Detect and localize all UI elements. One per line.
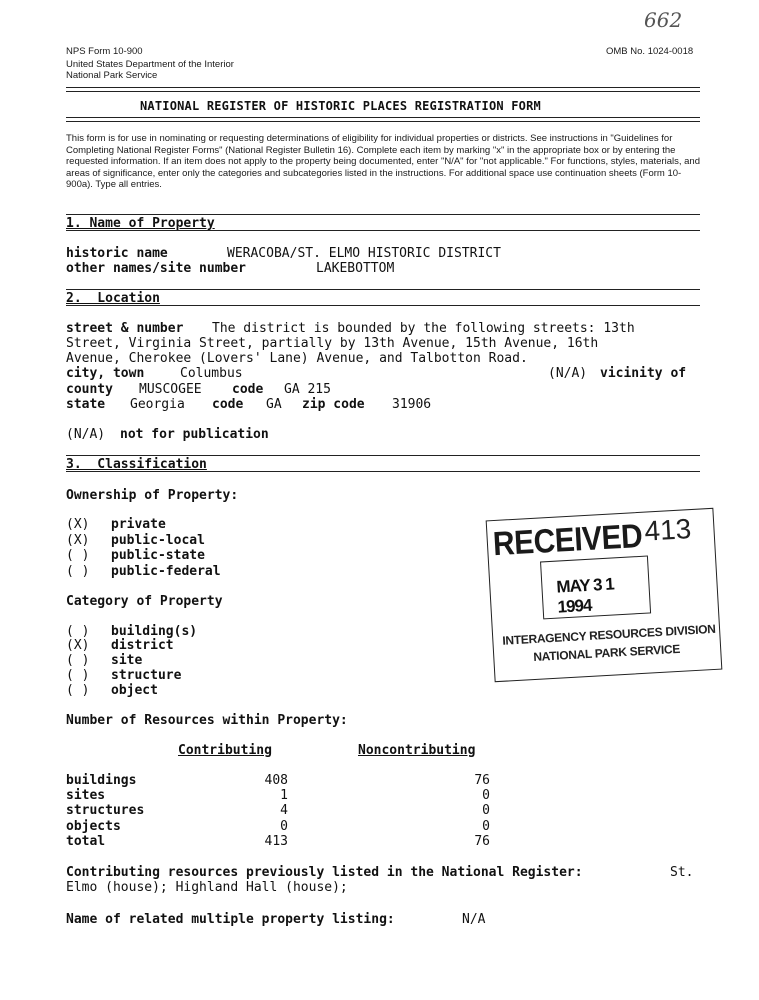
handwritten-annotation: 662 bbox=[644, 8, 683, 32]
ownership-mark: (X) bbox=[66, 517, 90, 532]
stamp-date: MAY 3 1 1994 bbox=[555, 574, 615, 617]
stamp-agency: NATIONAL PARK SERVICE bbox=[532, 641, 681, 665]
category-heading: Category of Property bbox=[66, 594, 223, 609]
section2-rule-top bbox=[66, 289, 700, 290]
section2-heading: 2. Location bbox=[66, 291, 160, 306]
multiple-property-value: N/A bbox=[462, 912, 486, 927]
section2-rule-bottom bbox=[66, 305, 700, 306]
street-value-line3: Avenue, Cherokee (Lovers' Lane) Avenue, and Talbotton Road. bbox=[66, 351, 528, 366]
agency-line: National Park Service bbox=[66, 70, 158, 81]
ownership-mark: (X) bbox=[66, 533, 90, 548]
street-value-line2: Street, Virginia Street, partially by 13th Avenue, 15th Avenue, 16th bbox=[66, 336, 599, 351]
previously-listed-value-2: Elmo (house); Highland Hall (house); bbox=[66, 880, 348, 895]
stamp-number: 413 bbox=[643, 513, 693, 547]
zip-value: 31906 bbox=[392, 397, 432, 412]
resource-noncontributing: 0 bbox=[482, 788, 490, 803]
resource-contributing: 0 bbox=[280, 819, 288, 834]
contributing-column-header: Contributing bbox=[178, 743, 272, 758]
noncontributing-column-header: Noncontributing bbox=[358, 743, 476, 758]
resource-noncontributing: 0 bbox=[482, 819, 490, 834]
zip-label: zip code bbox=[302, 397, 365, 412]
stamp-title: RECEIVED bbox=[491, 517, 644, 564]
resource-contributing: 413 bbox=[264, 834, 288, 849]
category-mark: (X) bbox=[66, 638, 90, 653]
ownership-mark: ( ) bbox=[66, 564, 90, 579]
county-code-value: GA 215 bbox=[284, 382, 331, 397]
vicinity-mark: (N/A) bbox=[548, 366, 588, 381]
resource-contributing: 408 bbox=[264, 773, 288, 788]
resource-label: total bbox=[66, 834, 106, 849]
ownership-mark: ( ) bbox=[66, 548, 90, 563]
ownership-label: private bbox=[111, 517, 166, 532]
multiple-property-label: Name of related multiple property listing: bbox=[66, 912, 395, 927]
state-label: state bbox=[66, 397, 106, 412]
state-value: Georgia bbox=[130, 397, 185, 412]
other-names-value: LAKEBOTTOM bbox=[316, 261, 395, 276]
form-title: NATIONAL REGISTER OF HISTORIC PLACES REGISTRATION FORM bbox=[140, 99, 541, 113]
street-value-line1: The district is bounded by the following streets: 13th bbox=[212, 321, 635, 336]
not-for-publication-mark: (N/A) bbox=[66, 427, 106, 442]
not-for-publication-label: not for publication bbox=[120, 427, 269, 442]
resource-noncontributing: 0 bbox=[482, 803, 490, 818]
section1-rule-bottom bbox=[66, 230, 700, 231]
resource-label: structures bbox=[66, 803, 145, 818]
other-names-label: other names/site number bbox=[66, 261, 247, 276]
category-mark: ( ) bbox=[66, 683, 90, 698]
ownership-label: public-local bbox=[111, 533, 205, 548]
header-rule-bottom bbox=[66, 117, 700, 122]
county-value: MUSCOGEE bbox=[139, 382, 202, 397]
section1-heading: 1. Name of Property bbox=[66, 216, 215, 231]
vicinity-label: vicinity of bbox=[600, 366, 687, 381]
state-code-label: code bbox=[212, 397, 244, 412]
resource-label: buildings bbox=[66, 773, 137, 788]
category-mark: ( ) bbox=[66, 624, 90, 639]
resource-contributing: 1 bbox=[280, 788, 288, 803]
city-label: city, town bbox=[66, 366, 145, 381]
category-label: site bbox=[111, 653, 143, 668]
category-label: building(s) bbox=[111, 624, 198, 639]
historic-name-label: historic name bbox=[66, 246, 168, 261]
ownership-label: public-federal bbox=[111, 564, 221, 579]
city-value: Columbus bbox=[180, 366, 243, 381]
category-mark: ( ) bbox=[66, 668, 90, 683]
resources-heading: Number of Resources within Property: bbox=[66, 713, 348, 728]
resource-label: sites bbox=[66, 788, 106, 803]
county-label: county bbox=[66, 382, 113, 397]
resource-label: objects bbox=[66, 819, 121, 834]
category-label: district bbox=[111, 638, 174, 653]
stamp-division: INTERAGENCY RESOURCES DIVISION bbox=[502, 621, 716, 648]
ownership-label: public-state bbox=[111, 548, 205, 563]
historic-name-value: WERACOBA/ST. ELMO HISTORIC DISTRICT bbox=[227, 246, 501, 261]
received-stamp bbox=[486, 508, 723, 682]
department-line: United States Department of the Interior bbox=[66, 59, 234, 70]
section3-rule-bottom bbox=[66, 471, 700, 472]
category-label: structure bbox=[111, 668, 182, 683]
stamp-date-box bbox=[540, 555, 651, 619]
street-label: street & number bbox=[66, 321, 184, 336]
resource-noncontributing: 76 bbox=[474, 773, 490, 788]
category-label: object bbox=[111, 683, 158, 698]
section1-rule-top bbox=[66, 214, 700, 215]
county-code-label: code bbox=[232, 382, 264, 397]
ownership-heading: Ownership of Property: bbox=[66, 488, 239, 503]
section3-heading: 3. Classification bbox=[66, 457, 207, 472]
header-rule-top bbox=[66, 87, 700, 92]
resource-contributing: 4 bbox=[280, 803, 288, 818]
category-mark: ( ) bbox=[66, 653, 90, 668]
instructions-paragraph: This form is for use in nominating or requesting determinations of eligibility for individual properties or districts. See instructions in "Guidelines for Completing National Register Forms" (National Register Bulletin 16). Complete each item by marking "x" in the appropriate box or by entering the requested information. If an item does not apply to the property being documented, enter "N/A" for "not applicable." For functions, styles, materials, and areas of significance, enter only the categories and subcategories listed in the instructions. For additional space use continuation sheets (Form 10-900a). Type all entries. bbox=[66, 133, 700, 191]
previously-listed-value-1: St. bbox=[670, 865, 694, 880]
state-code-value: GA bbox=[266, 397, 282, 412]
section3-rule-top bbox=[66, 455, 700, 456]
resource-noncontributing: 76 bbox=[474, 834, 490, 849]
previously-listed-label: Contributing resources previously listed in the National Register: bbox=[66, 865, 583, 880]
form-number: NPS Form 10-900 bbox=[66, 46, 143, 57]
omb-number: OMB No. 1024-0018 bbox=[606, 46, 694, 57]
